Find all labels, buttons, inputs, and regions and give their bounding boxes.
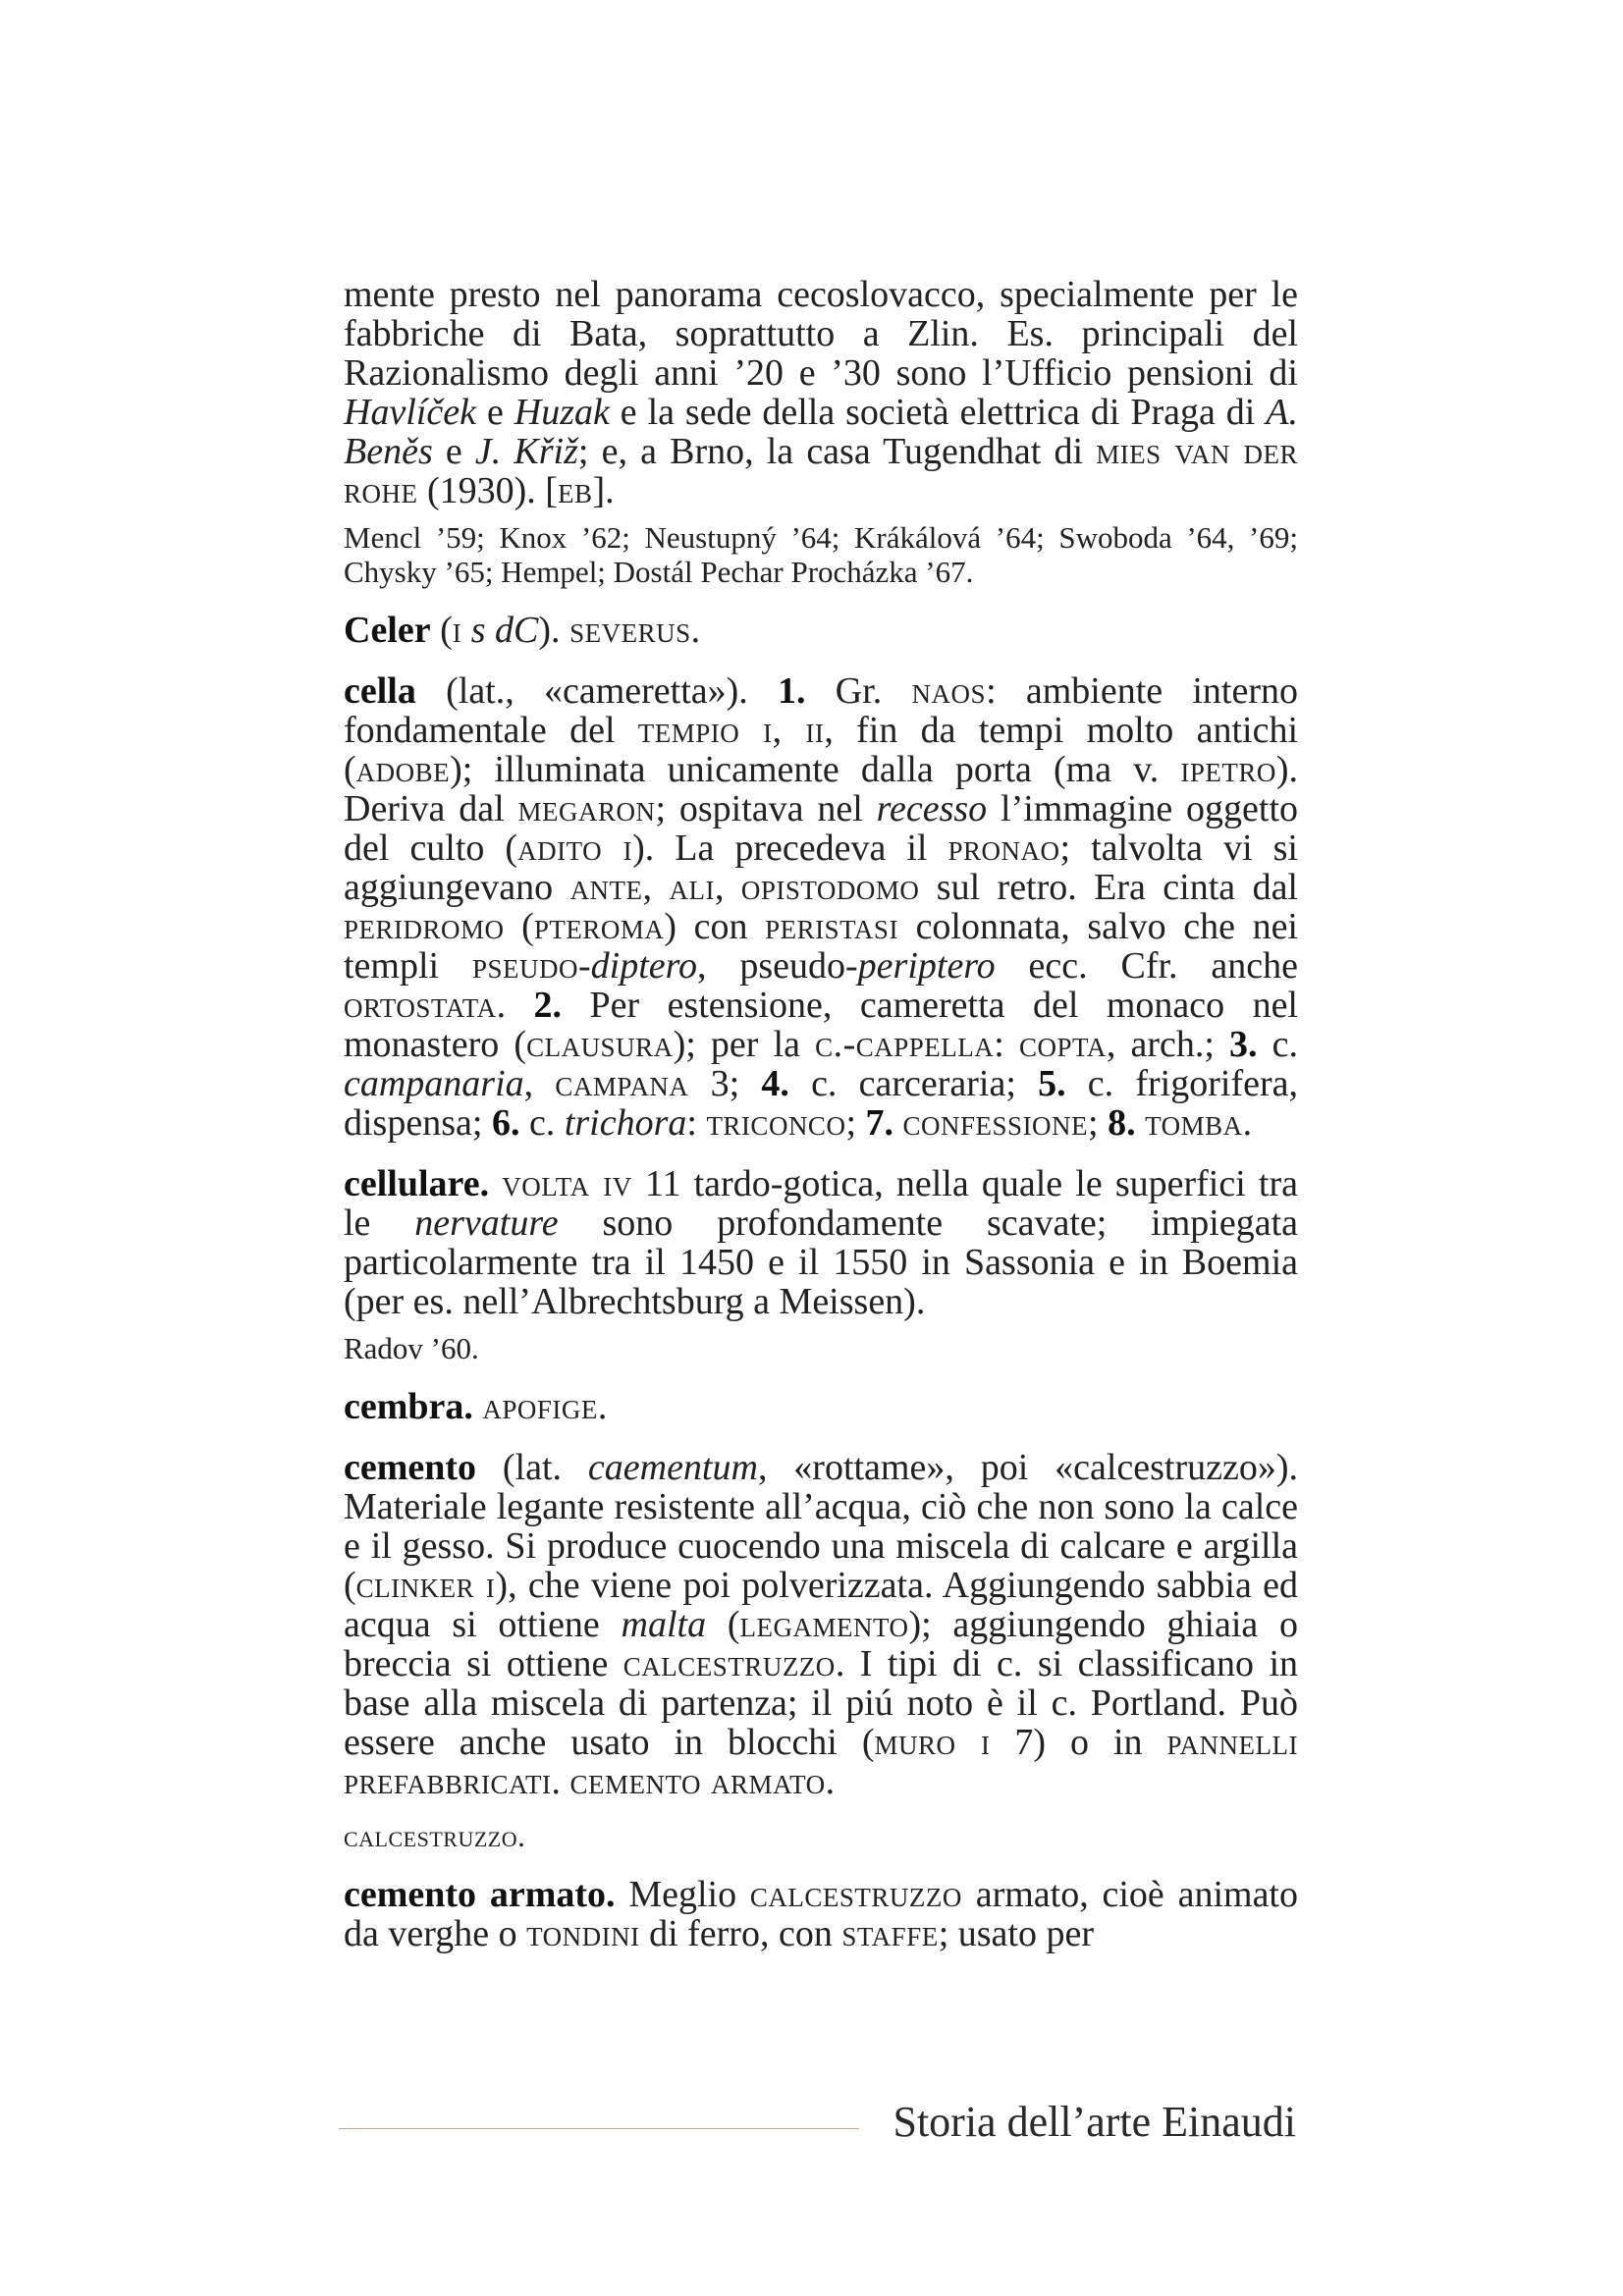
entry-cemento-armato [344, 1875, 1298, 1953]
entry-cellulare [344, 1164, 1298, 1365]
entry-cecoslovacchia-continued [344, 275, 1298, 589]
entry-cella [344, 671, 1298, 1143]
text-column [344, 275, 1298, 1975]
entry-text: cembra. apofige. [344, 1386, 608, 1427]
entry-text: cemento armato. Meglio calcestruzzo armato, cioè animato da verghe o tondini di ferro, con staffe; usato per [344, 1874, 1298, 1954]
entry-text: mente presto nel panorama cecoslovacco, specialmente per le fabbriche di Bata, soprattutto a Zlin. Es. principali del Razionalismo degli anni ’20 e ’30 sono l’Ufficio pensioni di Havlíček e Huzak e la sede della società elettrica di Praga di A. Beněs e J. Křiž; e, a Brno, la casa Tugendhat di mies van der rohe (1930). [eb]. [344, 274, 1298, 511]
bibliography-reference: Mencl ’59; Knox ’62; Neustupný ’64; Krákálová ’64; Swoboda ’64, ’69; Chysky ’65; Hempel; Dostál Pechar Procházka ’67. [344, 520, 1298, 589]
entry-text: cellulare. volta iv 11 tardo-gotica, nella quale le superfici tra le nervature sono profondamente scavate; impiegata particolarmente tra il 1450 e il 1550 in Sassonia e in Boemia (per es. nell’Albrechtsburg a Meissen). [344, 1163, 1298, 1322]
cross-reference: calcestruzzo. [344, 1819, 526, 1853]
entry-celer [344, 611, 1298, 650]
entry-text: Celer (i s dC). severus. [344, 610, 701, 651]
bibliography-reference: Radov ’60. [344, 1331, 479, 1365]
entry-text: cella (lat., «cameretta»). 1. Gr. naos: ambiente interno fondamentale del tempio i, ii, fin da tempi molto antichi (adobe); illuminata unicamente dalla porta (ma v. ipetro). Deriva dal megaron; ospitava nel recesso l’immagine oggetto del culto (adito i). La precedeva il pronao; talvolta vi si aggiungevano ante, ali, opistodomo sul retro. Era cinta dal peridromo (pteroma) con peristasi colonnata, salvo che nei templi pseudo-diptero, pseudo-periptero ecc. Cfr. anche ortostata. 2. Per estensione, cameretta del monaco nel monastero (clausura); per la c.-cappella: copta, arch.; 3. c. campanaria, campana 3; 4. c. carceraria; 5. c. frigorifera, dispensa; 6. c. trichora: triconco; 7. confessione; 8. tomba. [344, 670, 1299, 1144]
entry-cemento [344, 1448, 1298, 1801]
page-footer [339, 2095, 1296, 2154]
publisher-name: Storia dell’arte Einaudi [893, 2098, 1296, 2146]
footer-rule [339, 2128, 859, 2129]
entry-text: cemento (lat. caementum, «rottame», poi «calcestruzzo»). Materiale legante resistente all’acqua, ciò che non sono la calce e il gesso. Si produce cuocendo una miscela di calcare e argilla (clinker i), che viene poi polverizzata. Aggiungendo sabbia ed acqua si ottiene malta (legamento); aggiungendo ghiaia o breccia si ottiene calcestruzzo. I tipi di c. si classificano in base alla miscela di partenza; il piú noto è il c. Portland. Può essere anche usato in blocchi (muro i 7) o in pannelli prefabbricati. cemento armato. [344, 1447, 1299, 1802]
entry-cembra [344, 1387, 1298, 1426]
